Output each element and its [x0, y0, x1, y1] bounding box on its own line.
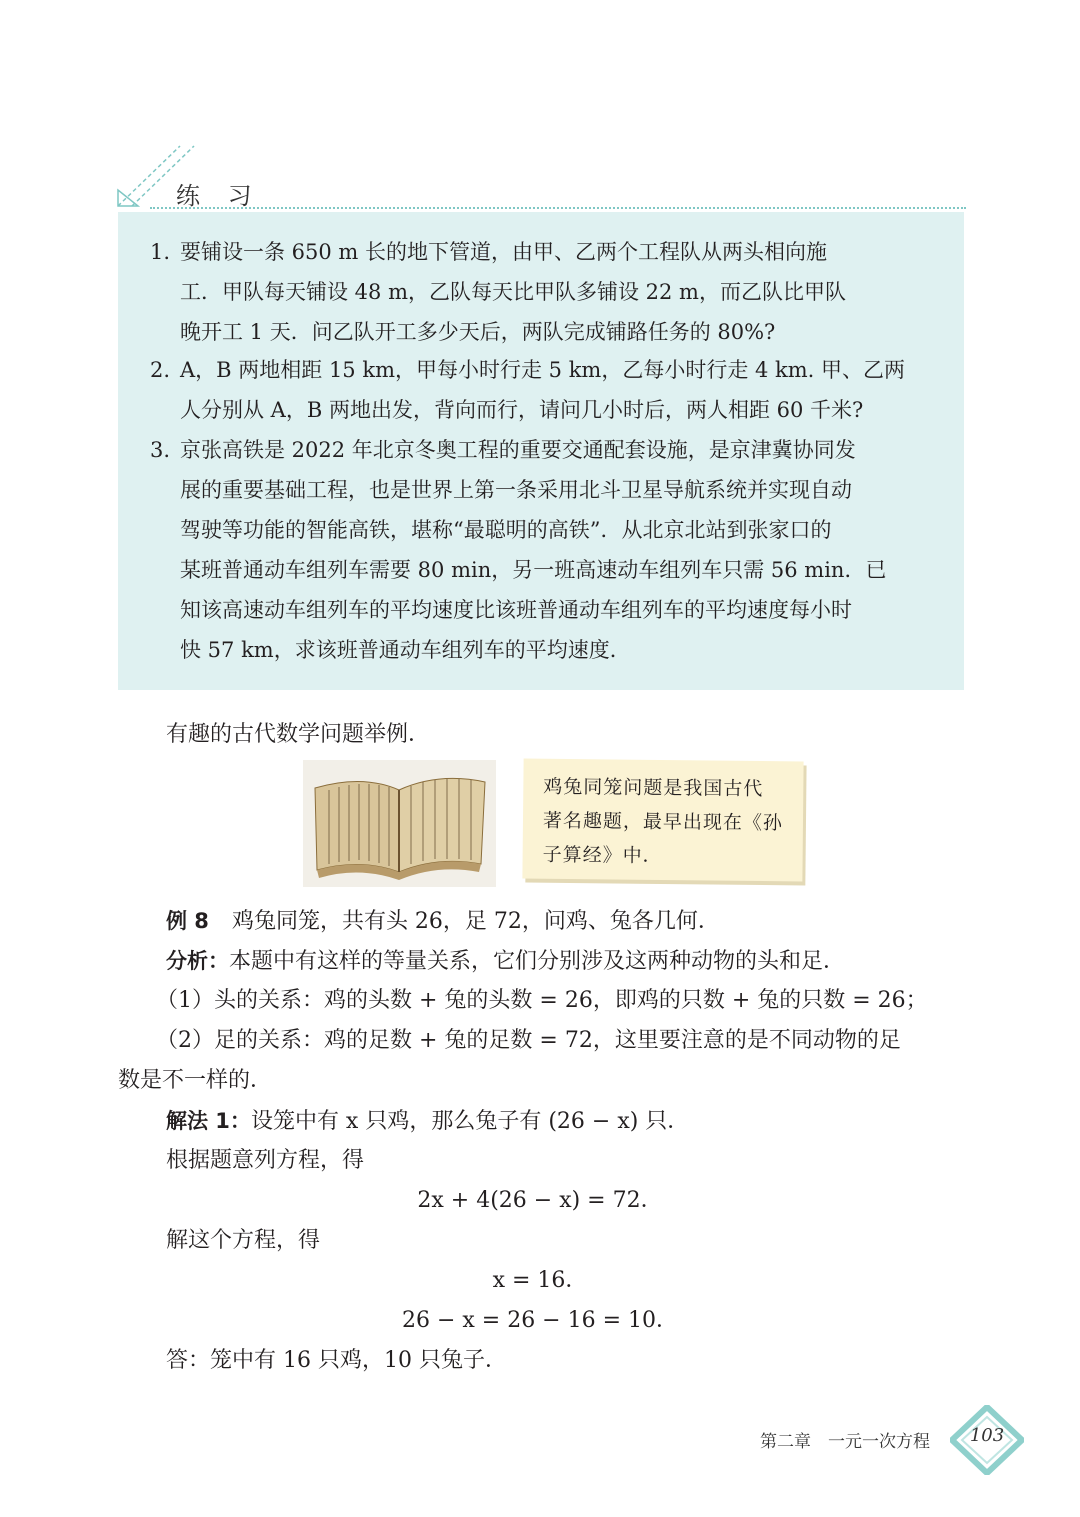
chapter-title: 第二章 一元一次方程	[760, 1432, 930, 1452]
analysis-label: 分析：	[166, 949, 229, 973]
item-number: 3.	[150, 438, 171, 462]
ancient-book-image	[303, 760, 496, 887]
item-line: 某班普通动车组列车需要 80 min，另一班高速动车组列车只需 56 min．已	[180, 558, 887, 582]
exercise-title: 练 习	[176, 182, 262, 210]
item-line: 要铺设一条 650 m 长的地下管道，由甲、乙两个工程队从两头相向施	[180, 240, 828, 264]
item-number: 2.	[150, 358, 171, 382]
example-text: 鸡兔同笼，共有头 26，足 72，问鸡、兔各几何．	[231, 909, 720, 934]
note-line: 鸡兔同笼问题是我国古代	[543, 775, 764, 801]
item-line: 人分别从 A，B 两地出发，背向而行，请问几小时后，两人相距 60 千米?	[180, 398, 864, 422]
note-line: 子算经》中．	[542, 843, 663, 867]
item-line: 展的重要基础工程，也是世界上第一条采用北斗卫星导航系统并实现自动	[180, 478, 852, 502]
relation-1: （1）头的关系：鸡的头数 + 兔的头数 = 26，即鸡的只数 + 兔的只数 = 26；	[156, 988, 928, 1013]
equation-2: x = 16．	[492, 1268, 588, 1293]
relation-2-cont: 数是不一样的．	[118, 1068, 273, 1093]
item-line: 晚开工 1 天．问乙队开工多少天后，两队完成铺路任务的 80%?	[180, 320, 776, 344]
item-number: 1.	[150, 240, 171, 264]
analysis	[166, 946, 845, 977]
solution-text: 设笼中有 x 只鸡，那么兔子有 (26 − x) 只．	[250, 1109, 690, 1134]
item-line: 驾驶等功能的智能高铁，堪称“最聪明的高铁”．从北京北站到张家口的	[180, 518, 832, 542]
relation-2: （2）足的关系：鸡的足数 + 兔的足数 = 72，这里要注意的是不同动物的足	[156, 1028, 901, 1053]
analysis-text: 本题中有这样的等量关系，它们分别涉及这两种动物的头和足．	[229, 949, 846, 974]
item-line: A，B 两地相距 15 km，甲每小时行走 5 km，乙每小时行走 4 km. 甲、乙两	[180, 358, 906, 382]
step-2: 解这个方程，得	[166, 1228, 321, 1253]
solution-label: 解法 1：	[166, 1109, 251, 1133]
step-1: 根据题意列方程，得	[166, 1148, 365, 1173]
note-line: 著名趣题，最早出现在《孙	[542, 809, 784, 835]
note-card	[522, 759, 803, 882]
item-line: 工．甲队每天铺设 48 m，乙队每天比甲队多铺设 22 m，而乙队比甲队	[180, 280, 846, 304]
item-line: 京张高铁是 2022 年北京冬奥工程的重要交通配套设施，是京津冀协同发	[180, 438, 856, 462]
intro-text: 有趣的古代数学问题举例．	[166, 722, 431, 747]
answer: 答：笼中有 16 只鸡，10 只兔子．	[166, 1348, 507, 1373]
equation-1: 2x + 4(26 − x) = 72．	[417, 1188, 663, 1213]
solution-1	[166, 1106, 689, 1137]
example-heading	[166, 906, 720, 937]
example-label: 例 8	[166, 909, 209, 933]
item-line: 快 57 km，求该班普通动车组列车的平均速度．	[180, 638, 631, 662]
equation-3: 26 − x = 26 − 16 = 10．	[401, 1308, 679, 1333]
page-number: 103	[969, 1425, 1005, 1446]
item-line: 知该高速动车组列车的平均速度比该班普通动车组列车的平均速度每小时	[180, 598, 852, 622]
divider	[150, 207, 966, 209]
